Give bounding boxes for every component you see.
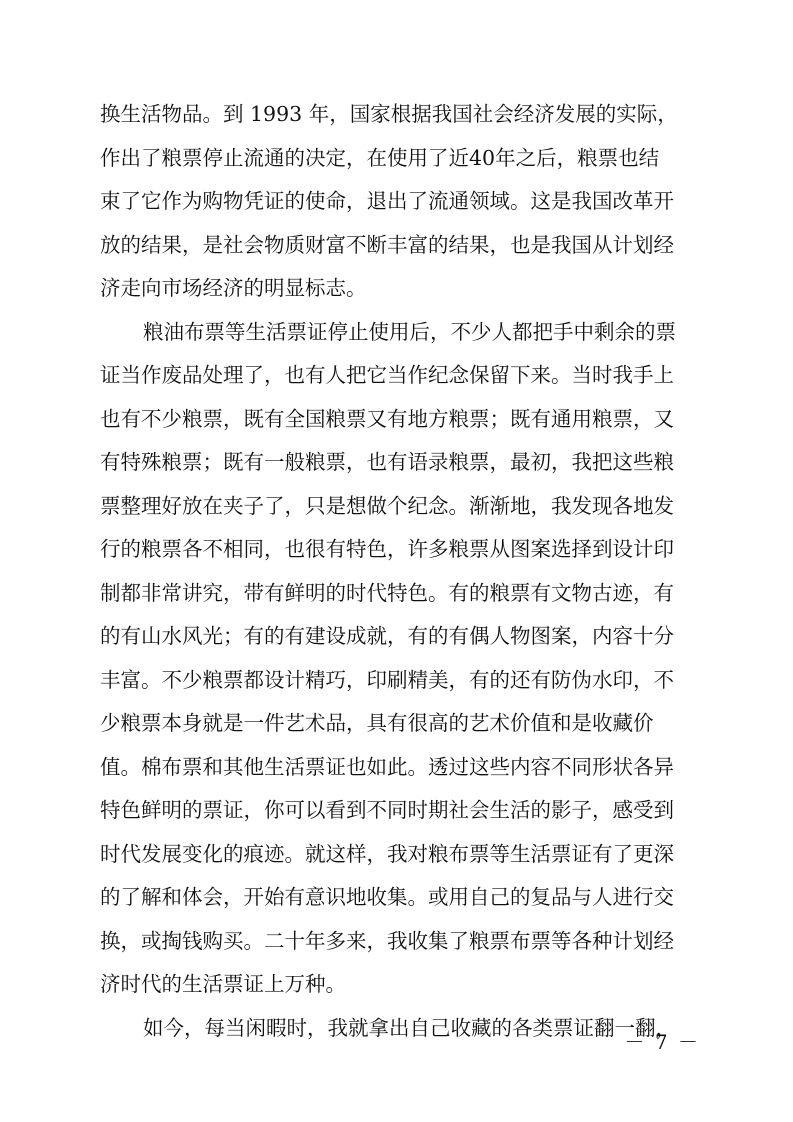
text-line: 的有山水风光；有的有建设成就，有的有偶人物图案，内容十分 [100,624,674,648]
text-line: 济时代的生活票证上万种。 [100,972,346,996]
text-line: 制都非常讲究，带有鲜明的时代特色。有的粮票有文物古迹，有 [100,580,674,605]
text-line: 放的结果，是社会物质财富不断丰富的结果，也是我国从计划经 [100,232,674,257]
text-line: 束了它作为购物凭证的使命，退出了流通领域。这是我国改革开 [100,189,674,213]
text-line: 也有不少粮票，既有全国粮票又有地方粮票；既有通用粮票，又 [100,406,674,431]
text-line: 证当作废品处理了，也有人把它当作纪念保留下来。当时我手上 [100,363,674,387]
text-line: 时代发展变化的痕迹。就这样，我对粮布票等生活票证有了更深 [100,841,674,866]
text-line: 换，或掏钱购买。二十年多来，我收集了粮票布票等各种计划经 [100,928,674,953]
text-line: 的了解和体会，开始有意识地收集。或用自己的复品与人进行交 [100,885,674,909]
page-number: － 7 － [624,1030,700,1054]
text-line: 有特殊粮票；既有一般粮票，也有语录粮票，最初，我把这些粮 [100,450,674,474]
text-line: 值。棉布票和其他生活票证也如此。透过这些内容不同形状各异 [100,754,674,779]
text-line: 丰富。不少粮票都设计精巧，印刷精美，有的还有防伪水印，不 [100,667,674,692]
text-line: 票整理好放在夹子了，只是想做个纪念。渐渐地，我发现各地发 [100,493,674,518]
text-line: 行的粮票各不相同，也很有特色，许多粮票从图案选择到设计印 [100,537,674,561]
text-line: 作出了粮票停止流通的决定，在使用了近40年之后，粮票也结 [100,145,660,170]
paragraph-start-line: 粮油布票等生活票证停止使用后，不少人都把手中剩余的票 [143,319,676,344]
body-text [100,93,700,1050]
text-line: 少粮票本身就是一件艺术品，具有很高的艺术价值和是收藏价 [100,711,654,735]
text-line: 特色鲜明的票证，你可以看到不同时期社会生活的影子，感受到 [100,798,674,822]
text-line: 换生活物品。到 1993 年，国家根据我国社会经济发展的实际， [100,102,678,126]
paragraph-start-line: 如今，每当闲暇时，我就拿出自己收藏的各类票证翻一翻， [143,1015,676,1040]
text-line: 济走向市场经济的明显标志。 [100,276,367,300]
